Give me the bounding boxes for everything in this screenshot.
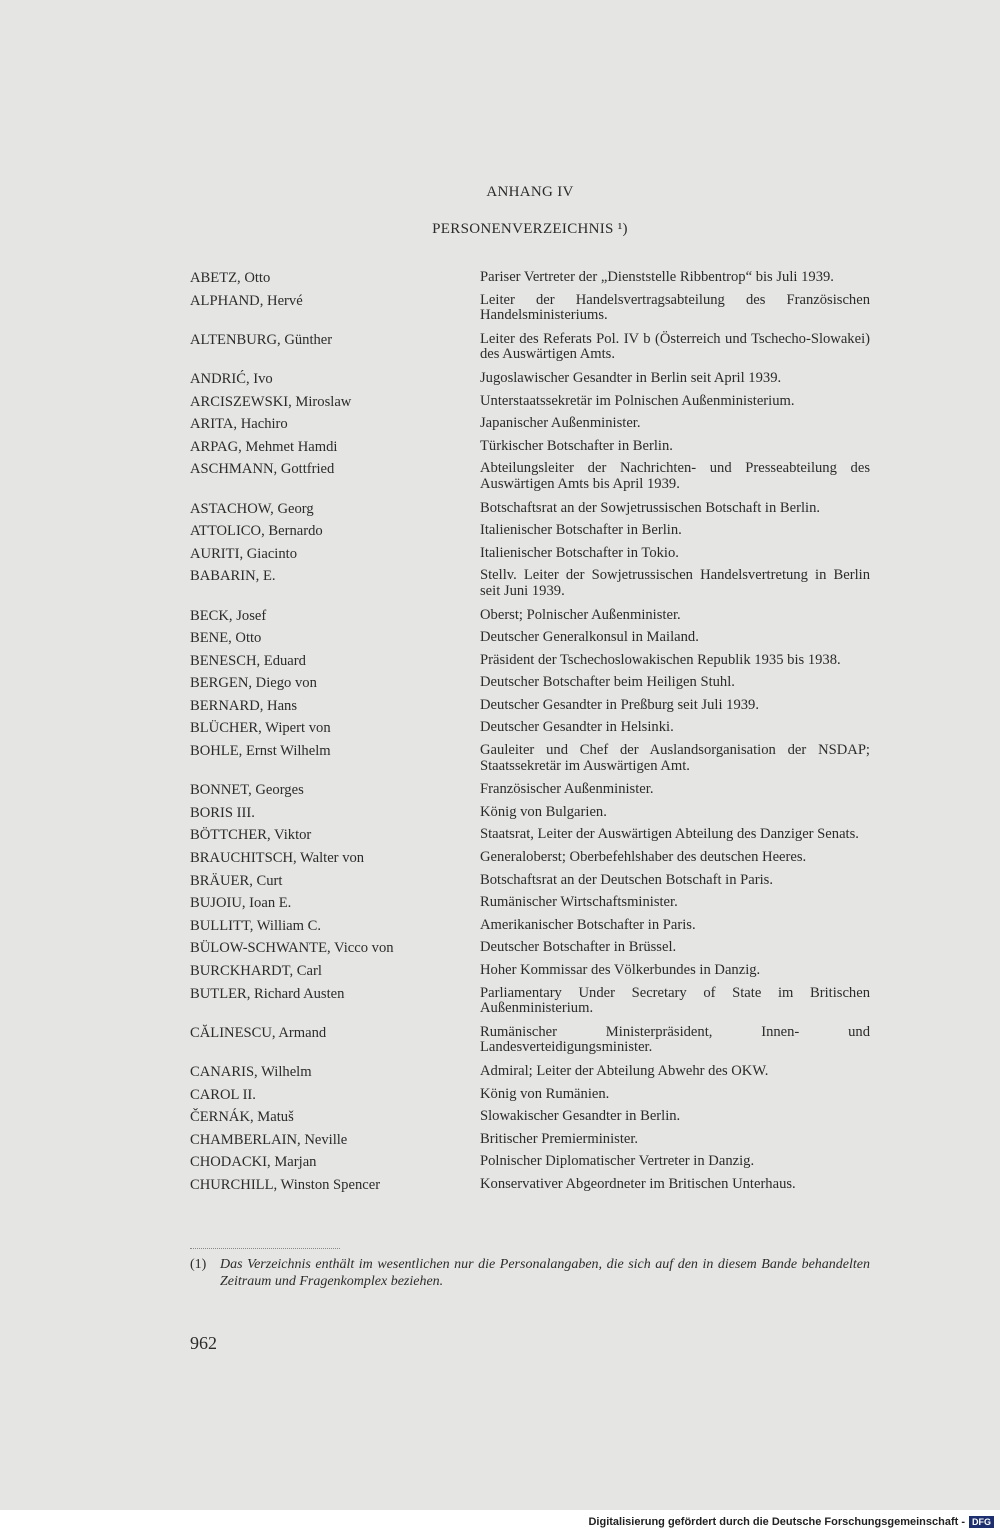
index-entry: [190, 1087, 870, 1104]
index-entry: [190, 653, 870, 670]
entry-name: BONNET, Georges: [190, 782, 304, 799]
index-entry: [190, 568, 870, 599]
index-entry: [190, 827, 870, 844]
index-entry: [190, 743, 870, 774]
index-entry: [190, 940, 870, 957]
index-entry: [190, 293, 870, 324]
entry-description: König von Bulgarien.: [480, 803, 607, 820]
index-entry: [190, 895, 870, 912]
entry-description: Stellv. Leiter der Sowjetrussischen Handelsvertretung in Berlin seit Juni 1939.: [480, 567, 870, 599]
entry-description: Deutscher Gesandter in Preßburg seit Juli 1939.: [480, 696, 759, 713]
entry-description: Präsident der Tschechoslowakischen Republik 1935 bis 1938.: [480, 651, 841, 668]
entry-name: BABARIN, E.: [190, 568, 276, 585]
entry-description: Leiter des Referats Pol. IV b (Österreich und Tschecho-Slowakei) des Auswärtigen Amts.: [480, 330, 870, 363]
entry-name: CANARIS, Wilhelm: [190, 1063, 312, 1080]
entry-name: AURITI, Giacinto: [190, 545, 297, 562]
entry-name: ČERNÁK, Matuš: [190, 1109, 294, 1126]
entry-description: Generaloberst; Oberbefehlshaber des deutschen Heeres.: [480, 849, 807, 866]
entry-name: ANDRIĆ, Ivo: [190, 370, 273, 387]
entry-name: ARPAG, Mehmet Hamdi: [190, 438, 338, 455]
entry-description: Oberst; Polnischer Außenminister.: [480, 606, 681, 623]
index-entry: [190, 782, 870, 799]
entry-name: BECK, Josef: [190, 607, 267, 624]
index-entry: [190, 1025, 870, 1056]
entry-description: Staatsrat, Leiter der Auswärtigen Abteilung des Danziger Senats.: [480, 826, 859, 843]
entry-name: CHODACKI, Marjan: [190, 1154, 317, 1171]
entry-description: Leiter der Handelsvertragsabteilung des Französischen Handelsministeriums.: [480, 291, 870, 324]
entry-description: Deutscher Botschafter in Brüssel.: [480, 939, 677, 956]
entry-description: Unterstaatssekretär im Polnischen Außenministerium.: [480, 392, 795, 409]
entry-name: ATTOLICO, Bernardo: [190, 523, 323, 540]
entry-description: Pariser Vertreter der „Dienststelle Ribbentrop“ bis Juli 1939.: [480, 269, 834, 285]
entry-description: Italienischer Botschafter in Berlin.: [480, 522, 682, 539]
index-entry: [190, 1064, 870, 1081]
footnote-divider: [190, 1248, 340, 1249]
entry-name: ABETZ, Otto: [190, 270, 271, 286]
entry-name: BUTLER, Richard Austen: [190, 985, 345, 1002]
entry-description: Admiral; Leiter der Abteilung Abwehr des OKW.: [480, 1062, 769, 1079]
entry-description: Französischer Außenminister.: [480, 781, 654, 798]
entry-description: Rumänischer Wirtschaftsminister.: [480, 894, 678, 911]
entry-name: ASCHMANN, Gottfried: [190, 461, 335, 478]
index-entry: [190, 416, 870, 433]
entry-name: BÜLOW-SCHWANTE, Vicco von: [190, 940, 394, 957]
index-entry: [190, 720, 870, 737]
index-entry: [190, 805, 870, 822]
entry-name: BRÄUER, Curt: [190, 872, 283, 889]
entry-name: BENESCH, Eduard: [190, 652, 306, 669]
index-entry: [190, 394, 870, 411]
entry-name: ALTENBURG, Günther: [190, 331, 333, 348]
entry-description: Britischer Premierminister.: [480, 1130, 639, 1147]
entry-name: CHURCHILL, Winston Spencer: [190, 1176, 381, 1193]
entry-name: BULLITT, William C.: [190, 917, 322, 934]
index-entry: [190, 371, 870, 388]
entry-description: Türkischer Botschafter in Berlin.: [480, 437, 673, 454]
digitization-credit-bar: [0, 1510, 1000, 1533]
index-entry: [190, 963, 870, 980]
index-entry: [190, 918, 870, 935]
entry-description: Botschaftsrat an der Sowjetrussischen Botschaft in Berlin.: [480, 499, 821, 516]
index-entry: [190, 439, 870, 456]
entry-description: König von Rumänien.: [480, 1085, 610, 1102]
entry-description: Deutscher Generalkonsul in Mailand.: [480, 629, 699, 646]
index-entry: [190, 675, 870, 692]
entry-description: Deutscher Botschafter beim Heiligen Stuhl.: [480, 674, 735, 691]
entry-description: Konservativer Abgeordneter im Britischen Unterhaus.: [480, 1175, 796, 1192]
entry-name: BUJOIU, Ioan E.: [190, 895, 292, 912]
index-entry: [190, 608, 870, 625]
entry-description: Abteilungsleiter der Nachrichten- und Presseabteilung des Auswärtigen Amts bis April 1939.: [480, 460, 870, 492]
index-entry: [190, 1177, 870, 1194]
entry-name: BENE, Otto: [190, 630, 262, 647]
entry-description: Polnischer Diplomatischer Vertreter in Danzig.: [480, 1153, 755, 1170]
entry-name: CHAMBERLAIN, Neville: [190, 1131, 348, 1148]
entry-description: Deutscher Gesandter in Helsinki.: [480, 719, 674, 736]
index-entry: [190, 1154, 870, 1171]
entry-name: ARCISZEWSKI, Miroslaw: [190, 393, 352, 410]
index-title: PERSONENVERZEICHNIS ¹): [432, 221, 628, 237]
entry-name: BERGEN, Diego von: [190, 675, 317, 692]
page-number: 962: [190, 1333, 217, 1353]
entry-name: CAROL II.: [190, 1086, 256, 1103]
index-entry: [190, 270, 870, 287]
entry-name: ASTACHOW, Georg: [190, 500, 314, 517]
entry-name: ARITA, Hachiro: [190, 416, 288, 433]
index-entry: [190, 698, 870, 715]
entry-description: Amerikanischer Botschafter in Paris.: [480, 916, 696, 933]
credit-text: Digitalisierung gefördert durch die Deutsche Forschungsgemeinschaft -: [588, 1515, 965, 1528]
index-entry: [190, 850, 870, 867]
entry-name: CĂLINESCU, Armand: [190, 1024, 327, 1041]
footnote-mark: (1): [190, 1257, 207, 1272]
entry-description: Rumänischer Ministerpräsident, Innen- und Landesverteidigungsminister.: [480, 1023, 870, 1056]
index-entry: [190, 546, 870, 563]
index-entry: [190, 501, 870, 518]
index-entry: [190, 523, 870, 540]
entry-name: BRAUCHITSCH, Walter von: [190, 850, 365, 867]
entry-description: Botschaftsrat an der Deutschen Botschaft in Paris.: [480, 871, 774, 888]
entry-description: Italienischer Botschafter in Tokio.: [480, 544, 679, 561]
entry-description: Gauleiter und Chef der Auslandsorganisation der NSDAP; Staatssekretär im Auswärtigen Amt.: [480, 742, 870, 774]
entry-name: BORIS III.: [190, 804, 255, 821]
index-entry: [190, 873, 870, 890]
entry-description: Parliamentary Under Secretary of State im Britischen Außenministerium.: [480, 984, 870, 1017]
index-entry: [190, 461, 870, 492]
index-entry: [190, 986, 870, 1017]
person-index-list: [190, 270, 870, 1200]
dfg-logo: DFG: [969, 1516, 994, 1528]
entry-description: Japanischer Außenminister.: [480, 415, 641, 432]
entry-name: BLÜCHER, Wipert von: [190, 720, 331, 737]
index-entry: [190, 1109, 870, 1126]
entry-name: BURCKHARDT, Carl: [190, 963, 322, 979]
index-entry: [190, 332, 870, 363]
entry-name: BÖTTCHER, Viktor: [190, 827, 312, 844]
appendix-title: ANHANG IV: [486, 184, 574, 200]
entry-description: Hoher Kommissar des Völkerbundes in Danzig.: [480, 962, 761, 978]
entry-name: ALPHAND, Hervé: [190, 292, 303, 309]
footnote-text: Das Verzeichnis enthält im wesentlichen nur die Personalangaben, die sich auf den in diesem Bande behandelten Zeitraum und Fragenkomplex beziehen.: [220, 1257, 870, 1289]
footnote: [190, 1256, 870, 1290]
entry-name: BERNARD, Hans: [190, 697, 298, 714]
entry-description: Slowakischer Gesandter in Berlin.: [480, 1108, 681, 1125]
entry-name: BOHLE, Ernst Wilhelm: [190, 743, 331, 760]
index-entry: [190, 1132, 870, 1149]
entry-description: Jugoslawischer Gesandter in Berlin seit April 1939.: [480, 369, 782, 386]
index-entry: [190, 630, 870, 647]
